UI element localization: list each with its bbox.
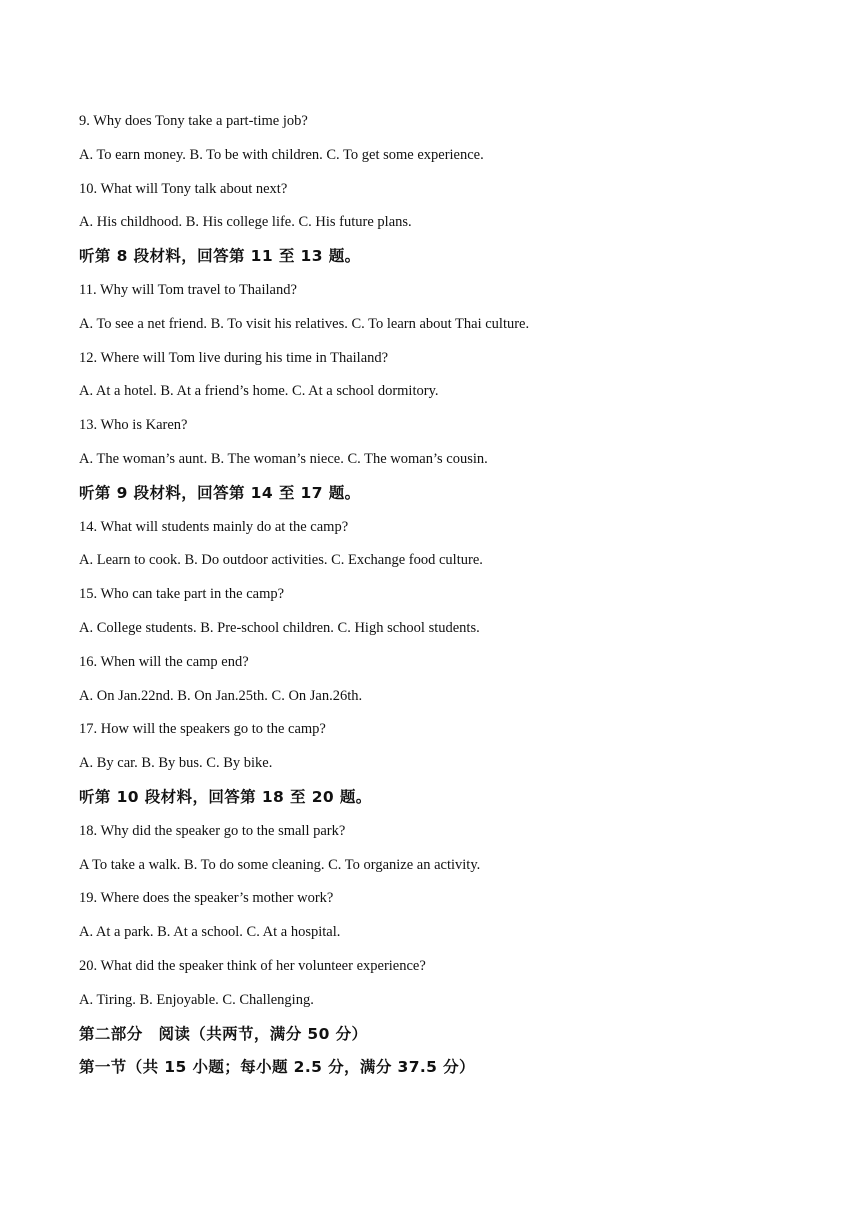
answer-options: A. Tiring. B. Enjoyable. C. Challenging.	[79, 991, 314, 1008]
question-text: 11. Why will Tom travel to Thailand?	[79, 281, 297, 298]
answer-options: A. To see a net friend. B. To visit his relatives. C. To learn about Thai culture.	[79, 315, 530, 332]
answer-options: A To take a walk. B. To do some cleaning. C. To organize an activity.	[79, 856, 481, 873]
question-text: 10. What will Tony talk about next?	[79, 180, 288, 197]
question-text: 17. How will the speakers go to the camp?	[79, 721, 326, 738]
answer-options: A. At a park. B. At a school. C. At a hospital.	[79, 924, 341, 941]
answer-options: A. To earn money. B. To be with children. C. To get some experience.	[79, 146, 484, 163]
section-heading: 听第 9 段材料，回答第 14 至 17 题。	[79, 483, 361, 502]
answer-options: A. His childhood. B. His college life. C. His future plans.	[79, 214, 412, 231]
question-text: 18. Why did the speaker go to the small park?	[79, 822, 346, 839]
answer-options: A. At a hotel. B. At a friend’s home. C. At a school dormitory.	[79, 383, 439, 400]
question-text: 9. Why does Tony take a part-time job?	[79, 113, 308, 129]
question-text: 14. What will students mainly do at the camp?	[79, 518, 349, 535]
answer-options: A. The woman’s aunt. B. The woman’s niece. C. The woman’s cousin.	[79, 450, 488, 467]
section-heading: 听第 10 段材料，回答第 18 至 20 题。	[79, 787, 372, 806]
section-heading: 第一节（共 15 小题；每小题 2.5 分，满分 37.5 分）	[79, 1058, 475, 1077]
section-heading: 听第 8 段材料，回答第 11 至 13 题。	[79, 247, 361, 266]
question-text: 16. When will the camp end?	[79, 653, 249, 670]
answer-options: A. College students. B. Pre-school children. C. High school students.	[79, 619, 480, 636]
question-text: 19. Where does the speaker’s mother work?	[79, 890, 334, 907]
document-body	[79, 110, 799, 1090]
question-text: 12. Where will Tom live during his time in Thailand?	[79, 349, 389, 366]
question-text: 20. What did the speaker think of her volunteer experience?	[79, 957, 426, 974]
answer-options: A. Learn to cook. B. Do outdoor activities. C. Exchange food culture.	[79, 552, 483, 569]
answer-options: A. By car. B. By bus. C. By bike.	[79, 755, 273, 772]
question-text: 13. Who is Karen?	[79, 417, 188, 434]
question-text: 15. Who can take part in the camp?	[79, 586, 285, 603]
part-heading: 第二部分 阅读（共两节，满分 50 分）	[79, 1024, 368, 1043]
answer-options: A. On Jan.22nd. B. On Jan.25th. C. On Jan.26th.	[79, 687, 363, 704]
